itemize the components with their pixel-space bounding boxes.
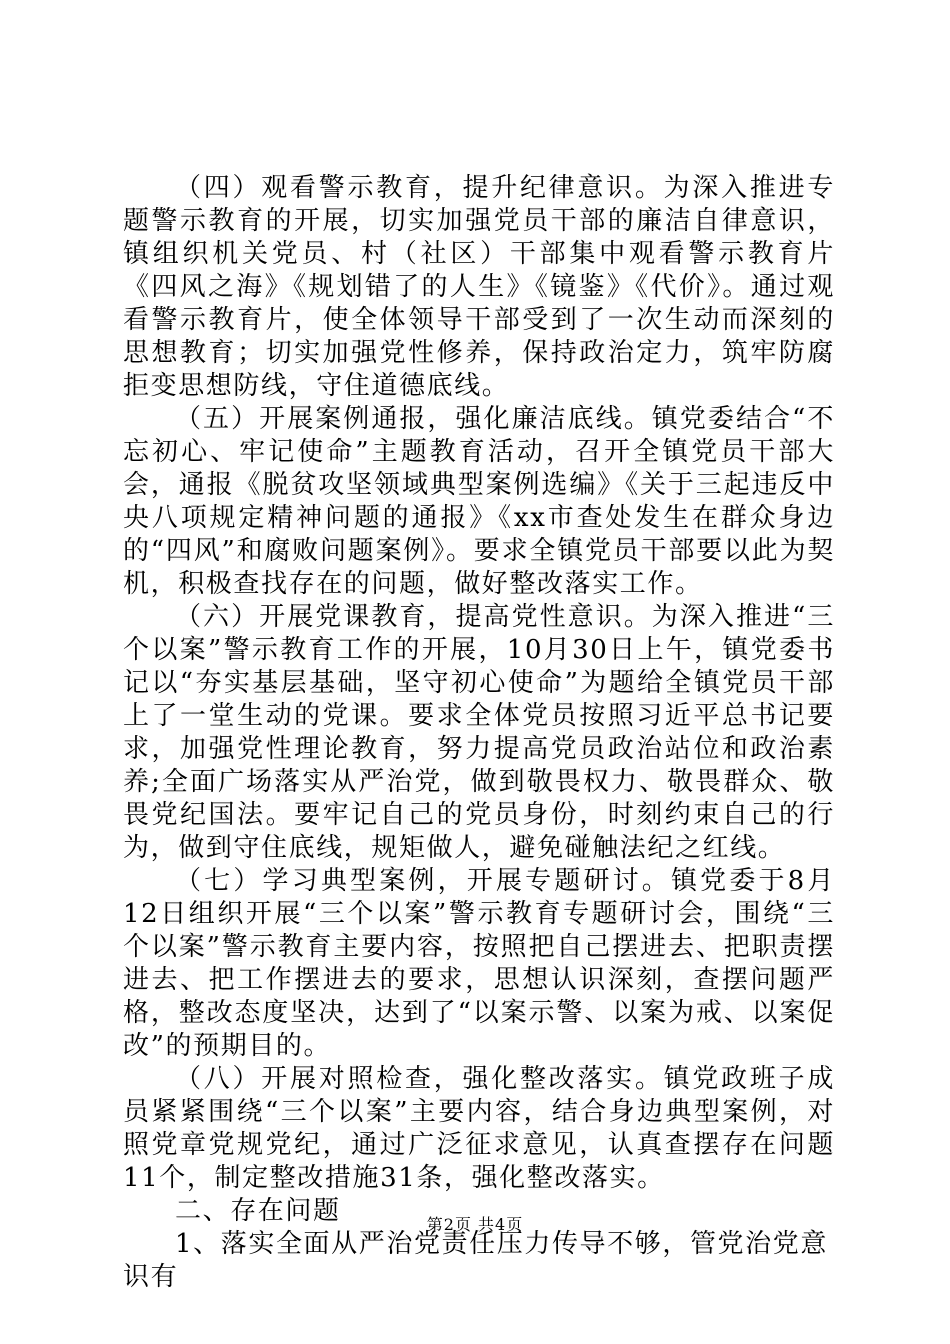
section-heading-problems: 二、存在问题 [175, 1196, 341, 1226]
paragraph-7-case-study: （七）学习典型案例，开展专题研讨。镇党委于8月12日组织开展“三个以案”警示教育专题研讨会，围绕“三个以案”警示教育主要内容，按照把自己摆进去、把职责摆进去、把工作摆进去的要求，思想认识深刻，查摆问题严格，整改态度坚决，达到了“以案示警、以案为戒、以案促改”的预期目的。 [123, 866, 835, 1061]
document-body [123, 172, 835, 1294]
paragraph-4-warning-education: （四）观看警示教育，提升纪律意识。为深入推进专题警示教育的开展，切实加强党员干部的廉洁自律意识，镇组织机关党员、村（社区）干部集中观看警示教育片《四风之海》《规划错了的人生》《镜鉴》《代价》。通过观看警示教育片，使全体领导干部受到了一次生动而深刻的思想教育；切实加强党性修养，保持政治定力，筑牢防腐拒变思想防线，守住道德底线。 [123, 173, 835, 401]
paragraph-8-self-inspection: （八）开展对照检查，强化整改落实。镇党政班子成员紧紧围绕“三个以案”主要内容，结合身边典型案例，对照党章党规党纪，通过广泛征求意见，认真查摆存在问题11个，制定整改措施31条，强化整改落实。 [123, 1064, 835, 1193]
page-number-footer: 第2页 共4页 [426, 1215, 524, 1234]
paragraph-6-party-lecture: （六）开展党课教育，提高党性意识。为深入推进“三个以案”警示教育工作的开展，10月30日上午，镇党委书记以“夯实基层基础，坚守初心使命”为题给全镇党员干部上了一堂生动的党课。要求全体党员按照习近平总书记要求，加强党性理论教育，努力提高党员政治站位和政治素养;全面广场落实从严治党，做到敬畏权力、敬畏群众、敬畏党纪国法。要牢记自己的党员身份，时刻约束自己的行为，做到守住底线，规矩做人，避免碰触法纪之红线。 [123, 602, 835, 863]
paragraph-5-case-briefing: （五）开展案例通报，强化廉洁底线。镇党委结合“不忘初心、牢记使命”主题教育活动，召开全镇党员干部大会，通报《脱贫攻坚领域典型案例选编》《关于三起违反中央八项规定精神问题的通报》《xx市查处发生在群众身边的“四风”和腐败问题案例》。要求全镇党员干部要以此为契机，积极查找存在的问题，做好整改落实工作。 [123, 404, 835, 599]
paragraph-problem-1: 1、落实全面从严治党责任压力传导不够，管党治党意识有 [123, 1229, 828, 1292]
